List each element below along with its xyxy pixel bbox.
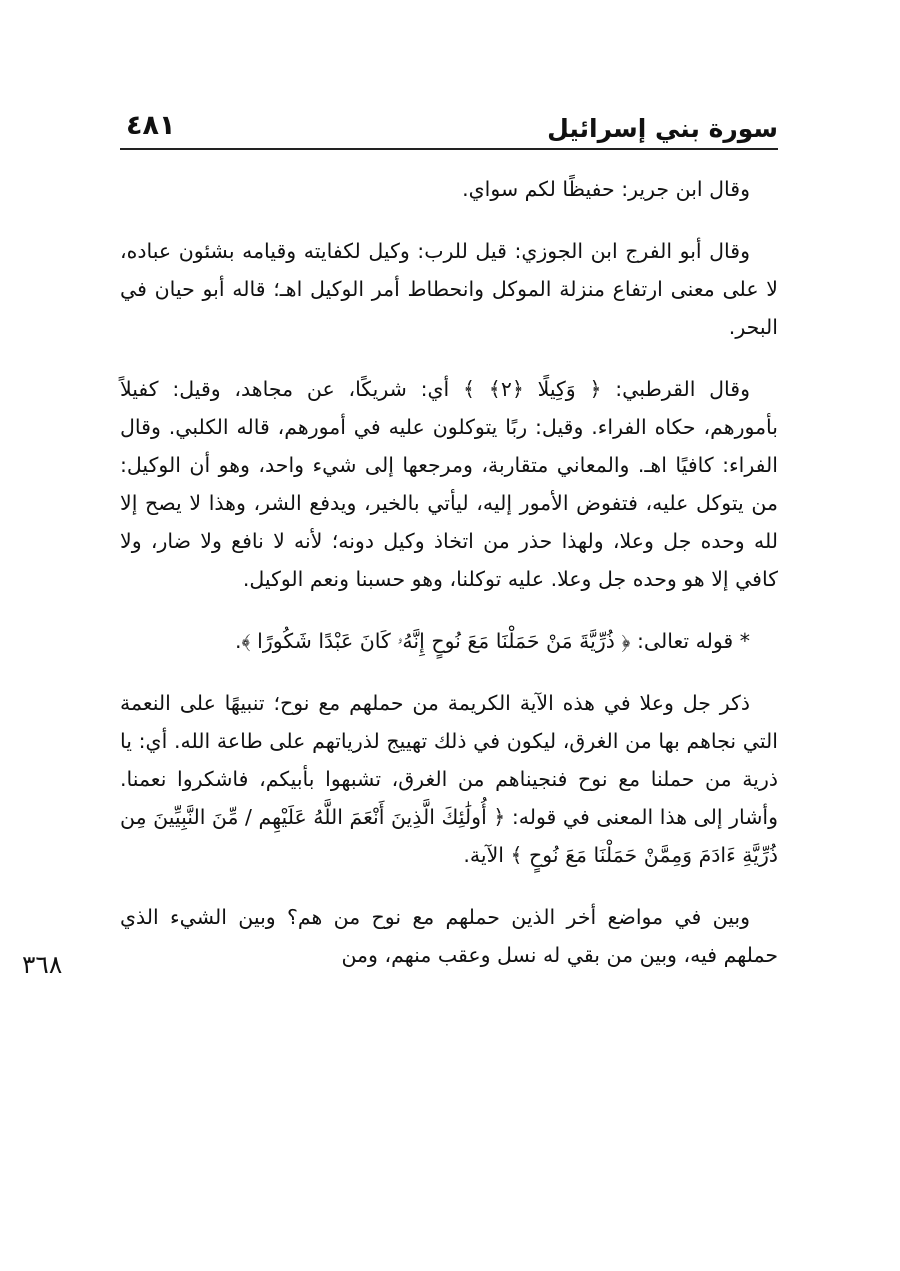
header-rule (120, 148, 778, 150)
paragraph-ibn-aljawzi: وقال أبو الفرج ابن الجوزي: قيل للرب: وكيل لكفايته وقيامه بشئون عباده، لا على معنى ارتفاع منزلة الموكل وانحطاط أمر الوكيل اهـ؛ قاله أبو حيان في البحر. (120, 239, 778, 339)
paragraph-ibn-jarir: وقال ابن جرير: حفيظًا لكم سواي. (462, 177, 750, 201)
page-header (120, 108, 778, 148)
surah-title: سورة بني إسرائيل (547, 114, 778, 143)
paragraph-verse-heading: * قوله تعالى: ﴿ ذُرِّيَّةَ مَنْ حَمَلْنَا مَعَ نُوحٍ إِنَّهُۥ كَانَ عَبْدًا شَكُورًا ﴾. (235, 629, 750, 653)
margin-page-reference: ٣٦٨ (22, 950, 63, 979)
paragraph-commentary: ذكر جل وعلا في هذه الآية الكريمة من حملهم مع نوح؛ تنبيهًا على النعمة التي نجاهم بها من الغرق، ليكون في ذلك تهييج لذرياتهم على طاعة الله. أي: يا ذرية من حملنا مع نوح فنجيناهم من الغرق، تشبهوا بأبيكم، فاشكروا نعمنا. وأشار إلى هذا المعنى في قوله: ﴿ أُولَٰئِكَ الَّذِينَ أَنْعَمَ اللَّهُ عَلَيْهِم / مِّنَ النَّبِيِّينَ مِن ذُرِّيَّةِ ءَادَمَ وَمِمَّنْ حَمَلْنَا مَعَ نُوحٍ ﴾ الآية. (120, 691, 778, 867)
paragraph-continuation: وبين في مواضع أخر الذين حملهم مع نوح من هم؟ وبين الشيء الذي حملهم فيه، وبين من بقي له نسل وعقب منهم، ومن (120, 905, 778, 967)
paragraph-qurtubi: وقال القرطبي: ﴿ وَكِيلًا ﴿٢﴾ ﴾ أي: شريكًا، عن مجاهد، وقيل: كفيلاً بأمورهم، حكاه الفراء. وقيل: ربًا يتوكلون عليه في أمورهم، قاله الكلبي. وقال الفراء: كافيًا اهـ. والمعاني متقاربة، ومرجعها إلى شيء واحد، وهو أن الوكيل: من يتوكل عليه، فتفوض الأمور إليه، ليأتي بالخير، ويدفع الشر، وهذا لا يصح إلا لله وحده جل وعلا، ولهذا حذر من اتخاذ وكيل دونه؛ لأنه لا نافع ولا ضار، ولا كافي إلا هو وحده جل وعلا. عليه توكلنا، وهو حسبنا ونعم الوكيل. (120, 377, 778, 591)
page-body (120, 170, 778, 998)
page-number: ٤٨١ (126, 110, 176, 141)
